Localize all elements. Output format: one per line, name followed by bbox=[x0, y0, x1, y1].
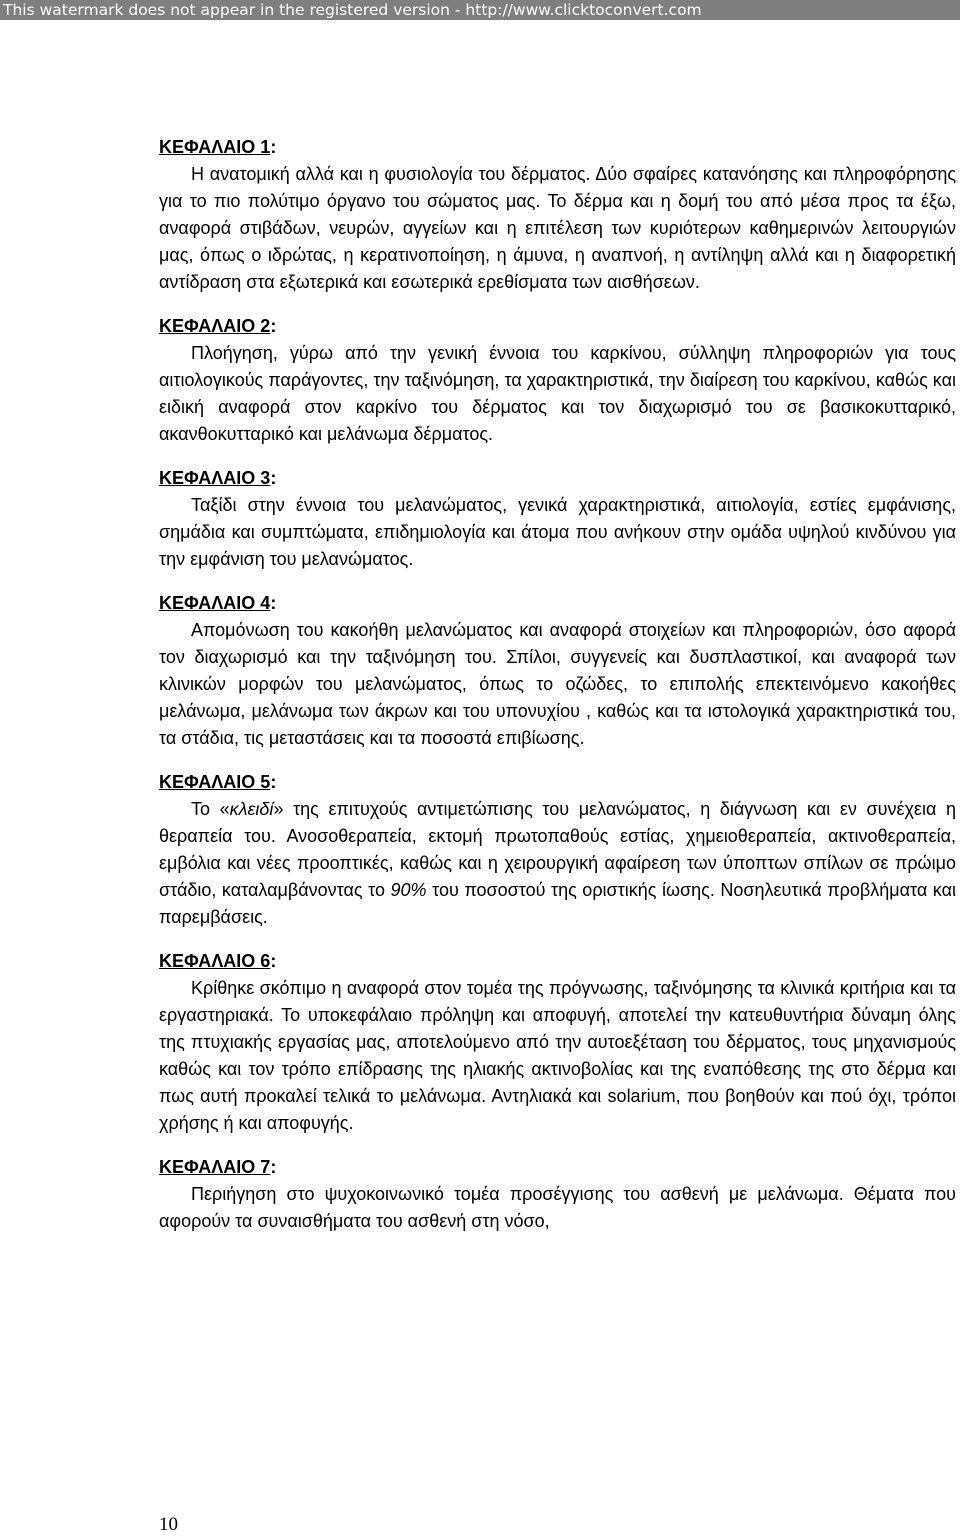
chapter-heading bbox=[159, 313, 956, 340]
chapter-title: ΚΕΦΑΛΑΙΟ 4 bbox=[159, 593, 271, 613]
paragraph-text: Το « bbox=[191, 799, 230, 819]
document-content bbox=[159, 134, 956, 1252]
chapter-3 bbox=[159, 465, 956, 573]
chapter-4 bbox=[159, 590, 956, 752]
paragraph-text: » της επιτυχούς αντιμετώπισης του μελανώματος, η διάγνωση και εν συνέχεια η θεραπεία του. Ανοσοθεραπεία, εκτομή πρωτοπαθούς εστίας, χημειοθεραπεία, ακτινοθεραπεία, εμβόλια και νέες προοπτικές, καθώς και η χειρουργική αφαίρεση των ύποπτων σπίλων σε πρώιμο στάδιο, καταλαμβάνοντας το bbox=[159, 799, 956, 900]
chapter-paragraph: Η ανατομική αλλά και η φυσιολογία του δέρματος. Δύο σφαίρες κατανόησης και πληροφόρησης για το πιο πολύτιμο όργανο του σώματος μας. Το δέρμα και η δομή του από μέσα προς τα έξω, αναφορά στιβάδων, νευρών, αγγείων και η επιτέλεση των κυριότερων καθημερινών λειτουργιών μας, όπως ο ιδρώτας, η κερατινοποίηση, η άμυνα, η αναπνοή, η αντίληψη αλλά και η διαφορετική αντίδραση στα εξωτερικά και εσωτερικά ερεθίσματα των αισθήσεων. bbox=[159, 164, 956, 292]
chapter-title-colon: : bbox=[270, 468, 277, 488]
watermark-text: This watermark does not appear in the registered version - bbox=[3, 1, 466, 19]
chapter-title: ΚΕΦΑΛΑΙΟ 7 bbox=[159, 1157, 271, 1177]
chapter-title: ΚΕΦΑΛΑΙΟ 2 bbox=[159, 316, 271, 336]
chapter-2 bbox=[159, 313, 956, 448]
chapter-5 bbox=[159, 769, 956, 931]
chapter-heading bbox=[159, 590, 956, 617]
chapter-heading bbox=[159, 1154, 956, 1181]
chapter-paragraph: Πλοήγηση, γύρω από την γενική έννοια του καρκίνου, σύλληψη πληροφοριών για τους αιτιολογικούς παράγοντες, την ταξινόμηση, τα χαρακτηριστικά, την διαίρεση του καρκίνου, καθώς και ειδική αναφορά στον καρκίνο του δέρματος και τον διαχωρισμό του σε βασικοκυτταρικό, ακανθοκυτταρικό και μελάνωμα δέρματος. bbox=[159, 343, 956, 444]
chapter-title: ΚΕΦΑΛΑΙΟ 1 bbox=[159, 137, 271, 157]
watermark-banner bbox=[0, 0, 960, 20]
chapter-heading bbox=[159, 134, 956, 161]
paragraph-text: του ποσοστού της οριστικής ίωσης. Νοσηλευτικά προβλήματα και παρεμβάσεις. bbox=[159, 880, 956, 927]
page-number: 10 bbox=[159, 1514, 178, 1535]
chapter-heading bbox=[159, 465, 956, 492]
italic-text: 90% bbox=[390, 880, 427, 900]
chapter-paragraph: Ταξίδι στην έννοια του μελανώματος, γενικά χαρακτηριστικά, αιτιολογία, εστίες εμφάνισης, σημάδια και συμπτώματα, επιδημιολογία και άτομα που ανήκουν στην ομάδα υψηλού κινδύνου για την εμφάνιση του μελανώματος. bbox=[159, 495, 956, 569]
chapter-title-colon: : bbox=[270, 137, 277, 157]
italic-text: κλειδί bbox=[229, 799, 274, 819]
chapter-title-colon: : bbox=[270, 951, 277, 971]
chapter-title-colon: : bbox=[270, 593, 277, 613]
chapter-heading bbox=[159, 948, 956, 975]
chapter-paragraph: Περιήγηση στο ψυχοκοινωνικό τομέα προσέγγισης του ασθενή με μελάνωμα. Θέματα που αφορούν τα συναισθήματα του ασθενή στη νόσο, bbox=[159, 1184, 956, 1231]
chapter-6 bbox=[159, 948, 956, 1137]
chapter-title: ΚΕΦΑΛΑΙΟ 5 bbox=[159, 772, 271, 792]
chapter-paragraph: Απομόνωση του κακοήθη μελανώματος και αναφορά στοιχείων και πληροφοριών, όσο αφορά τον διαχωρισμό και την ταξινόμηση του. Σπίλοι, συγγενείς και δυσπλαστικοί, και αναφορά των κλινικών μορφών του μελανώματος, όπως το οζώδες, το επιπολής επεκτεινόμενο κακοήθες μελάνωμα, μελάνωμα των άκρων και του υπονυχίου , καθώς και τα ιστολογικά χαρακτηριστικά του, τα στάδια, τις μεταστάσεις και τα ποσοστά επιβίωσης. bbox=[159, 620, 956, 748]
chapter-paragraph bbox=[159, 796, 956, 931]
chapter-1 bbox=[159, 134, 956, 296]
chapter-title: ΚΕΦΑΛΑΙΟ 3 bbox=[159, 468, 271, 488]
chapter-title: ΚΕΦΑΛΑΙΟ 6 bbox=[159, 951, 271, 971]
chapter-heading bbox=[159, 769, 956, 796]
watermark-link[interactable]: http://www.clicktoconvert.com bbox=[465, 1, 702, 19]
chapter-title-colon: : bbox=[270, 316, 277, 336]
chapter-7 bbox=[159, 1154, 956, 1235]
chapter-title-colon: : bbox=[270, 772, 277, 792]
chapter-title-colon: : bbox=[270, 1157, 277, 1177]
chapter-paragraph: Κρίθηκε σκόπιμο η αναφορά στον τομέα της πρόγνωσης, ταξινόμησης τα κλινικά κριτήρια και τα εργαστηριακά. Το υποκεφάλαιο πρόληψη και αποφυγή, αποτελεί την κατευθυντήρια δύναμη όλης της πτυχιακής εργασίας μας, αποτελούμενο από την αυτοεξέταση του δέρματος, τους μηχανισμούς καθώς και τον τρόπο επίδρασης της ηλιακής ακτινοβολίας και της εναπόθεσης της στο δέρμα και πως αυτή προκαλεί τελικά το μελάνωμα. Αντηλιακά και solarium, που βοηθούν και πού όχι, τρόποι χρήσης ή και αποφυγής. bbox=[159, 978, 956, 1133]
